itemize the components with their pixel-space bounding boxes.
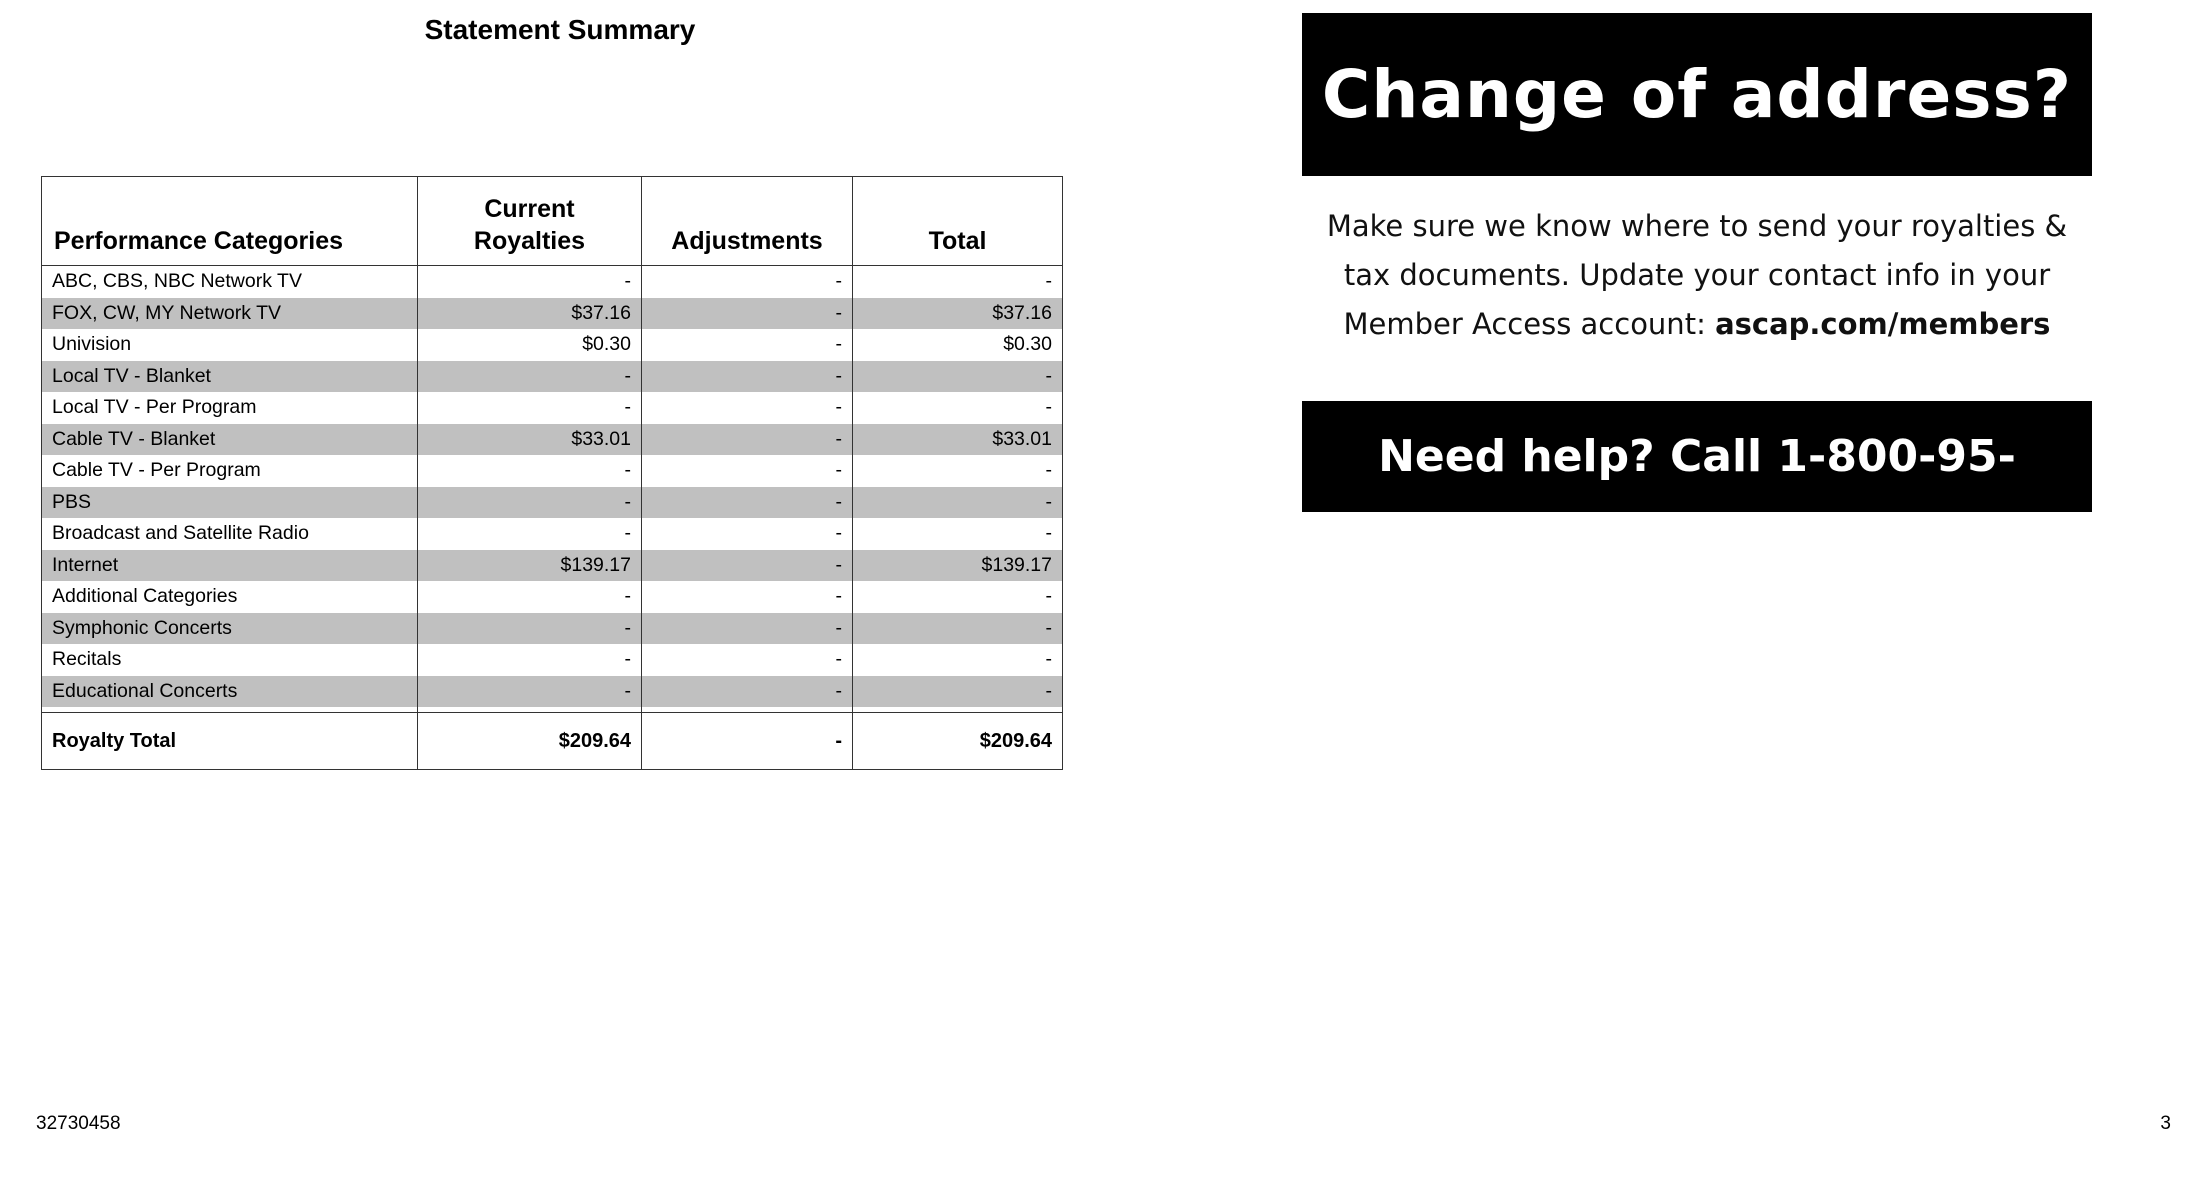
row-current: - bbox=[418, 613, 642, 645]
total-adjustments: - bbox=[642, 713, 853, 770]
table-row bbox=[42, 455, 1063, 487]
row-current: - bbox=[418, 392, 642, 424]
table-row bbox=[42, 581, 1063, 613]
row-category: Recitals bbox=[52, 648, 122, 671]
row-category: Cable TV - Per Program bbox=[52, 459, 261, 482]
change-of-address-banner: Change of address? bbox=[1302, 13, 2092, 176]
header-total: Total bbox=[853, 177, 1063, 266]
row-total: $33.01 bbox=[853, 424, 1063, 456]
row-category: Additional Categories bbox=[52, 585, 238, 608]
row-current: $0.30 bbox=[418, 329, 642, 361]
row-adjustments: - bbox=[642, 613, 853, 645]
notice-line-1: Make sure we know where to send your royalties & bbox=[1326, 209, 2068, 243]
table-row bbox=[42, 266, 1063, 298]
member-access-link[interactable]: ascap.com/members bbox=[1715, 307, 2051, 341]
row-adjustments: - bbox=[642, 550, 853, 582]
table-row bbox=[42, 550, 1063, 582]
notice-line-3 bbox=[1302, 300, 2092, 349]
row-total: $37.16 bbox=[853, 298, 1063, 330]
royalty-total-row bbox=[42, 713, 1063, 770]
row-total: - bbox=[853, 266, 1063, 298]
total-current: $209.64 bbox=[418, 713, 642, 770]
document-id: 32730458 bbox=[36, 1113, 121, 1134]
header-current-royalties bbox=[418, 177, 642, 266]
row-current: - bbox=[418, 644, 642, 676]
row-category: Educational Concerts bbox=[42, 676, 418, 708]
row-category: Broadcast and Satellite Radio bbox=[52, 522, 309, 545]
row-adjustments: - bbox=[642, 329, 853, 361]
row-adjustments: - bbox=[642, 392, 853, 424]
row-current: $139.17 bbox=[418, 550, 642, 582]
row-total: - bbox=[853, 487, 1063, 519]
table-row bbox=[42, 676, 1063, 708]
address-notice-text bbox=[1302, 202, 2092, 349]
table-row bbox=[42, 298, 1063, 330]
row-current: - bbox=[418, 518, 642, 550]
row-adjustments: - bbox=[642, 581, 853, 613]
total-total: $209.64 bbox=[853, 713, 1063, 770]
row-current: - bbox=[418, 487, 642, 519]
page-number: 3 bbox=[2160, 1113, 2171, 1134]
row-total: - bbox=[853, 581, 1063, 613]
row-current: - bbox=[418, 266, 642, 298]
header-performance-categories: Performance Categories bbox=[42, 177, 418, 266]
header-current-line1: Current bbox=[484, 195, 575, 223]
row-adjustments: - bbox=[642, 487, 853, 519]
table-row bbox=[42, 487, 1063, 519]
table-header-row bbox=[42, 177, 1063, 266]
row-category: Cable TV - Blanket bbox=[42, 424, 418, 456]
table-row bbox=[42, 329, 1063, 361]
row-category: Univision bbox=[52, 333, 132, 356]
row-total: $0.30 bbox=[853, 329, 1063, 361]
row-current: $37.16 bbox=[418, 298, 642, 330]
row-adjustments: - bbox=[642, 644, 853, 676]
row-total: - bbox=[853, 392, 1063, 424]
row-current: - bbox=[418, 676, 642, 708]
row-total: - bbox=[853, 455, 1063, 487]
row-category: Symphonic Concerts bbox=[42, 613, 418, 645]
header-adjustments: Adjustments bbox=[642, 177, 853, 266]
header-current-line2: Royalties bbox=[473, 227, 586, 255]
row-current: - bbox=[418, 455, 642, 487]
row-current: - bbox=[418, 361, 642, 393]
help-banner: Need help? Call 1-800-95-ASCAP. bbox=[1302, 401, 2092, 512]
row-adjustments: - bbox=[642, 266, 853, 298]
row-category: FOX, CW, MY Network TV bbox=[42, 298, 418, 330]
row-adjustments: - bbox=[642, 518, 853, 550]
row-total: - bbox=[853, 676, 1063, 708]
table-row bbox=[42, 361, 1063, 393]
row-adjustments: - bbox=[642, 424, 853, 456]
row-category: Internet bbox=[42, 550, 418, 582]
row-category: Local TV - Blanket bbox=[42, 361, 418, 393]
row-total: - bbox=[853, 518, 1063, 550]
row-category: ABC, CBS, NBC Network TV bbox=[52, 270, 302, 293]
row-adjustments: - bbox=[642, 676, 853, 708]
row-category: PBS bbox=[42, 487, 418, 519]
row-current: $33.01 bbox=[418, 424, 642, 456]
row-adjustments: - bbox=[642, 455, 853, 487]
table-row bbox=[42, 644, 1063, 676]
row-current: - bbox=[418, 581, 642, 613]
row-total: - bbox=[853, 644, 1063, 676]
row-total: $139.17 bbox=[853, 550, 1063, 582]
table-row bbox=[42, 518, 1063, 550]
page-title: Statement Summary bbox=[424, 14, 696, 45]
table-row bbox=[42, 392, 1063, 424]
row-category: Local TV - Per Program bbox=[52, 396, 257, 419]
statement-summary-table bbox=[41, 176, 1063, 770]
notice-line-2: tax documents. Update your contact info in your bbox=[1343, 258, 2051, 292]
table-row bbox=[42, 424, 1063, 456]
row-total: - bbox=[853, 361, 1063, 393]
row-adjustments: - bbox=[642, 361, 853, 393]
total-label: Royalty Total bbox=[42, 713, 418, 770]
notice-line-3-prefix: Member Access account: bbox=[1343, 307, 1716, 341]
row-total: - bbox=[853, 613, 1063, 645]
table-row bbox=[42, 613, 1063, 645]
row-adjustments: - bbox=[642, 298, 853, 330]
